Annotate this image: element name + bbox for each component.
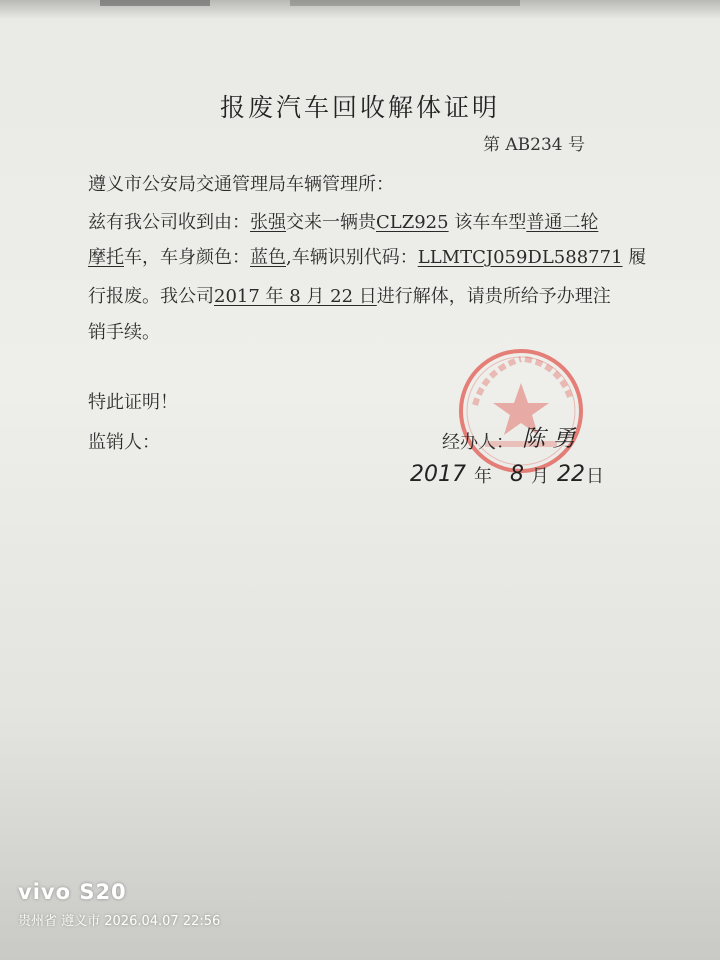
sign-month: 8 [510, 462, 524, 487]
body-text: 该车车型 [448, 212, 527, 233]
body-text: 进行解体，请贵所给予办理注 [376, 286, 611, 307]
body-line-2 [88, 243, 646, 269]
body-text: 行报废。我公司 [88, 286, 214, 307]
body-text: 交来一辆贵 [286, 212, 376, 233]
body-line-4: 销手续。 [88, 322, 160, 343]
document-title: 报废汽车回收解体证明 [219, 93, 500, 122]
body-text: ,车辆识别代码： [286, 247, 418, 268]
owner-name: 张强 [250, 212, 286, 233]
vehicle-vin: LLMTCJ059DL588771 [417, 247, 623, 268]
plate-number: CLZ925 [376, 212, 449, 233]
company-seal [455, 345, 587, 477]
document-number: 第 AB234 号 [483, 135, 586, 155]
body-line-3 [88, 282, 611, 308]
sign-year: 2017 [410, 462, 466, 487]
certify-statement: 特此证明！ [88, 392, 178, 413]
body-text: 履 [622, 247, 647, 268]
vehicle-color: 蓝色 [250, 247, 286, 268]
addressee: 遵义市公安局交通管理局车辆管理所： [88, 174, 394, 195]
sign-month-unit: 月 [531, 466, 549, 487]
sign-day-unit: 日 [586, 466, 604, 487]
sign-year-unit: 年 [474, 466, 492, 487]
vehicle-model: 普通二轮 [526, 212, 599, 233]
vehicle-model-cont: 摩托 [88, 247, 124, 268]
handler-signature: 陈 勇 [522, 426, 576, 452]
camera-watermark [18, 880, 220, 929]
camera-brand: vivo S20 [18, 880, 127, 904]
sign-day: 22 [557, 462, 585, 487]
supervisor-label: 监销人： [88, 432, 160, 453]
location-timestamp: 贵州省 遵义市 2026.04.07 22:56 [18, 914, 221, 929]
handler-label: 经办人： [442, 432, 514, 453]
body-text: 兹有我公司收到由： [88, 212, 250, 233]
body-line-1 [88, 208, 598, 234]
dismantle-date: 2017 年 8 月 22 日 [214, 286, 377, 307]
body-text: 车，车身颜色： [124, 247, 250, 268]
